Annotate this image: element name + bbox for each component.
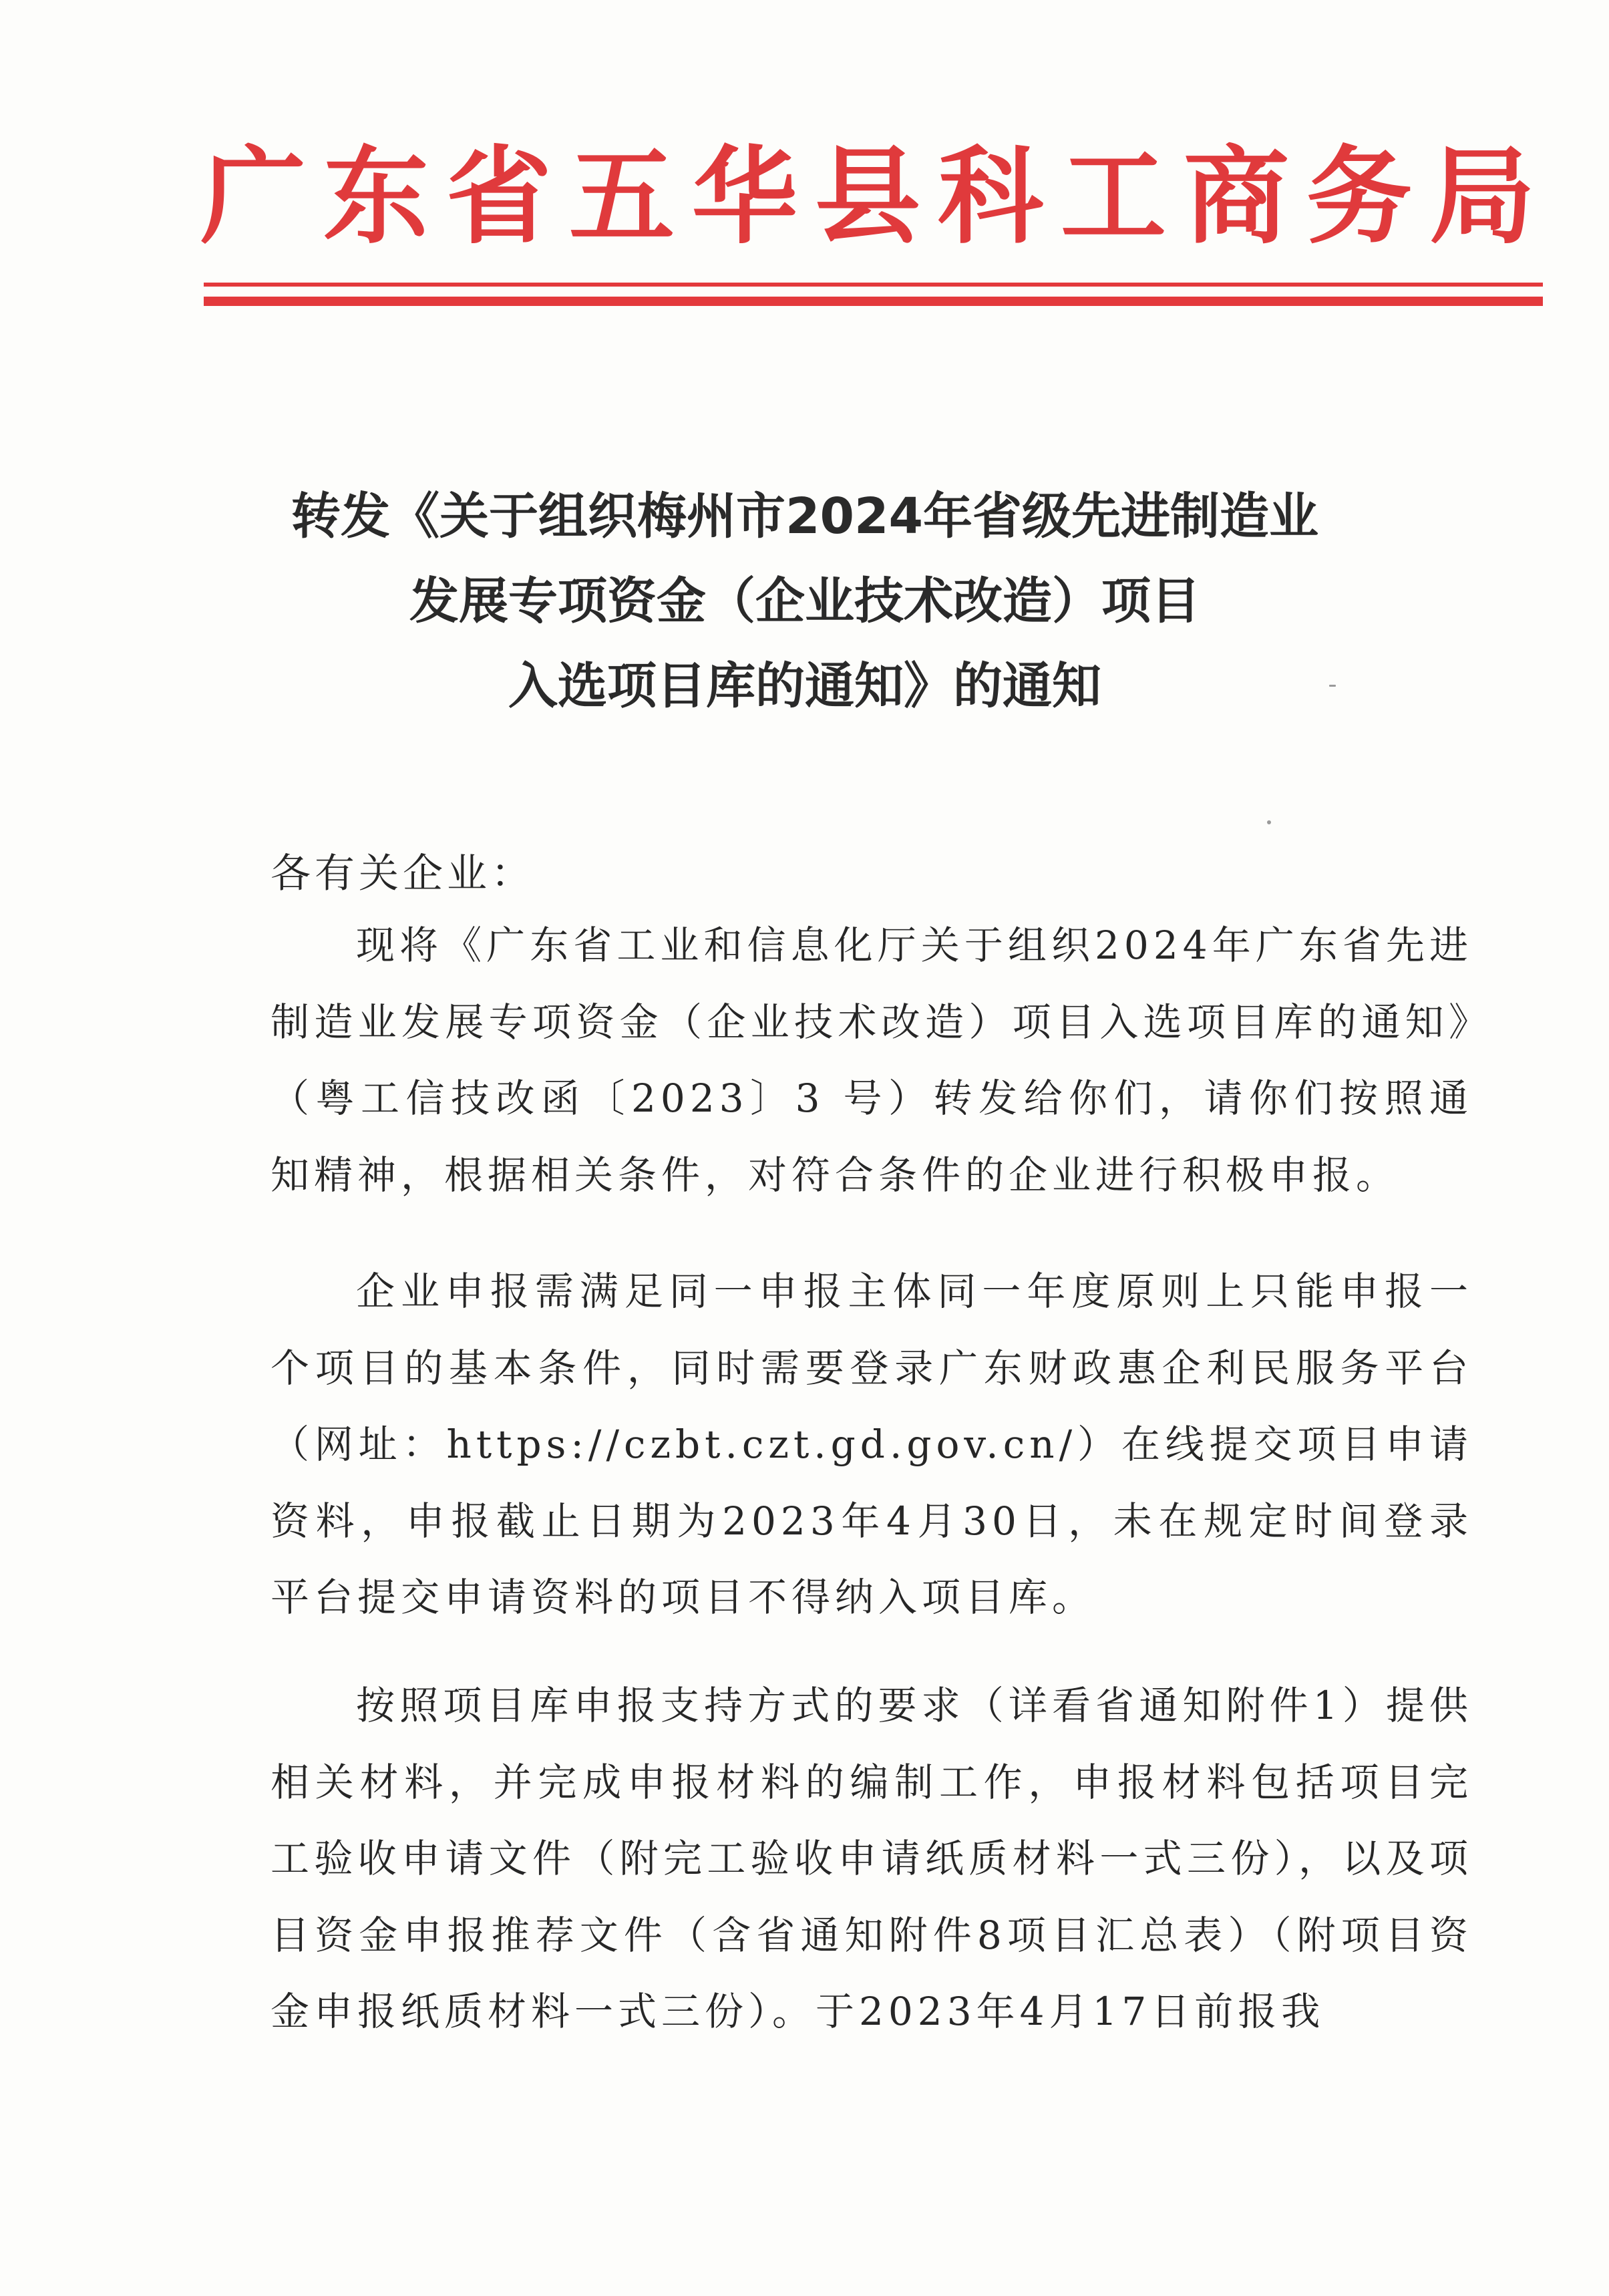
title-line-1: 转发《关于组织梅州市2024年省级先进制造业	[291, 488, 1318, 545]
paragraph-3: 按照项目库申报支持方式的要求（详看省通知附件1）提供相关材料，并完成申报材料的编制工作，申报材料包括项目完工验收申请文件（附完工验收申请纸质材料一式三份），以及项目资金申报推荐文件（含省通知附件8项目汇总表）（附项目资金申报纸质材料一式三份）。于2023年4月17日前报我	[271, 1683, 1473, 2034]
title-line-2: 发展专项资金（企业技术改造）项目	[409, 572, 1200, 630]
scan-speck	[1267, 820, 1271, 824]
letterhead-rule-thin	[204, 283, 1543, 287]
salutation: 各有关企业：	[271, 850, 535, 897]
title-line-3: 入选项目库的通知》的通知	[508, 657, 1101, 715]
scan-speck	[1329, 685, 1336, 687]
letterhead-issuer: 广东省五华县科工商务局	[200, 135, 1552, 259]
letterhead-rule-thick	[204, 297, 1543, 306]
paragraph-2: 企业申报需满足同一申报主体同一年度原则上只能申报一个项目的基本条件，同时需要登录广东财政惠企利民服务平台（网址：https://czbt.czt.gd.gov.cn/）在线提交项目申请资料，申报截止日期为2023年4月30日，未在规定时间登录平台提交申请资料的项目不得纳入项目库。	[271, 1269, 1473, 1620]
paragraph-1: 现将《广东省工业和信息化厅关于组织2024年广东省先进制造业发展专项资金（企业技术改造）项目入选项目库的通知》（粤工信技改函〔2023〕3 号）转发给你们，请你们按照通知精神，根据相关条件，对符合条件的企业进行积极申报。	[271, 923, 1473, 1198]
document-title	[200, 474, 1409, 729]
